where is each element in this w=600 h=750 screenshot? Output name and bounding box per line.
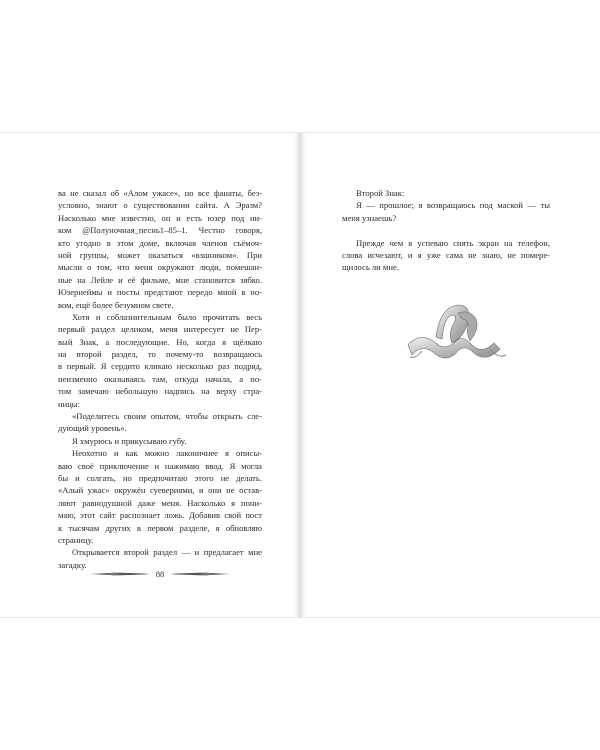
left-page [0,133,300,617]
text-line: неизменно оказываясь там, откуда начала, а по- [58,373,262,384]
text-line: бы и солгать, но предпочитаю этого не делать. [58,472,262,483]
text-line: слова исчезают, и я уже сама не знаю, не помере- [342,249,550,260]
text-line: загадку. [58,559,87,570]
text-line: ваю своё приключение и нажимаю ввод. Я могла [58,460,262,471]
text-line: страницу. [58,534,94,545]
text-line: Насколько мне известно, он и есть юзер под ни- [58,212,262,223]
text-line: Я — прошлое; я возвращаюсь под маской — ты [356,200,550,211]
text-line: «Алый ужас» окружён суевериями, и они не остав- [58,485,262,496]
text-line: Я хмурюсь и прикусываю губу. [72,435,187,446]
right-text-column [342,187,550,274]
text-line: ной группы, может оказаться «взшником». При [58,249,262,260]
text-line: Хотя и соблазнительным было прочитать весь [72,311,262,322]
page-folio [58,567,262,581]
ribbon-illustration-icon [402,293,510,373]
text-line: Неохотно и как можно лаконичнее я описы- [72,448,262,459]
text-line: Прежде чем я успеваю снять экран на телефон, [356,237,550,248]
text-line: в первый. Я сердито кликаю несколько раз подряд, [58,361,262,372]
text-line: маю, этот сайт распознает ложь. Добавив свой пост [58,510,262,521]
text-line: меня узнаешь? [342,212,397,223]
right-page [300,133,600,617]
text-line: первый раздел целиком, меня интересует не Пер- [58,324,262,335]
text-line: том замечаю небольшую надпись на верху стра- [58,386,262,397]
text-line: к тысячам других в первом разделе, я обновляю [58,522,262,533]
text-line: вом, ещё более безумном свете. [58,299,174,310]
text-line: кто угодно в этом доме, включая членов съёмоч- [58,237,262,248]
text-line: «Поделитесь своим опытом, чтобы открыть сле- [72,411,262,422]
text-line: Второй Знак: [356,188,405,198]
text-line: щилось ли мне. [342,262,399,273]
text-line: ницы: [58,398,80,409]
left-ornament-icon [88,570,150,578]
text-line: на второй раздел, то почему-то возвращаюсь [58,349,262,360]
text-line: ляют равнодушной даже меня. Насколько я пони- [58,497,262,508]
left-text-column [58,187,262,571]
text-line: Юзернеймы и посты предстают передо мной в но- [58,287,262,298]
text-line: условно, знают о существовании сайта. А Эразм? [58,200,262,211]
text-line: мысли о том, что меня окружают люди, помешан- [58,262,262,273]
text-line: вый Знак, а последующие. Но, когда я щёлкаю [58,336,262,347]
book-spread [0,133,600,617]
text-line: Открывается второй раздел — и предлагает мне [72,547,262,558]
text-line: дующий уровень». [58,423,127,434]
right-ornament-icon [170,570,232,578]
paragraph-gap [342,224,550,236]
text-line: ва не сказал об «Алом ужасе», но все фанаты, без- [58,188,262,198]
page-number: 88 [155,569,165,579]
text-line: ком @Полуночная_песнь1–85–1. Честно говоря, [58,225,262,236]
text-line: ные на Лейле и её фильме, мне становится зябко. [58,274,262,285]
